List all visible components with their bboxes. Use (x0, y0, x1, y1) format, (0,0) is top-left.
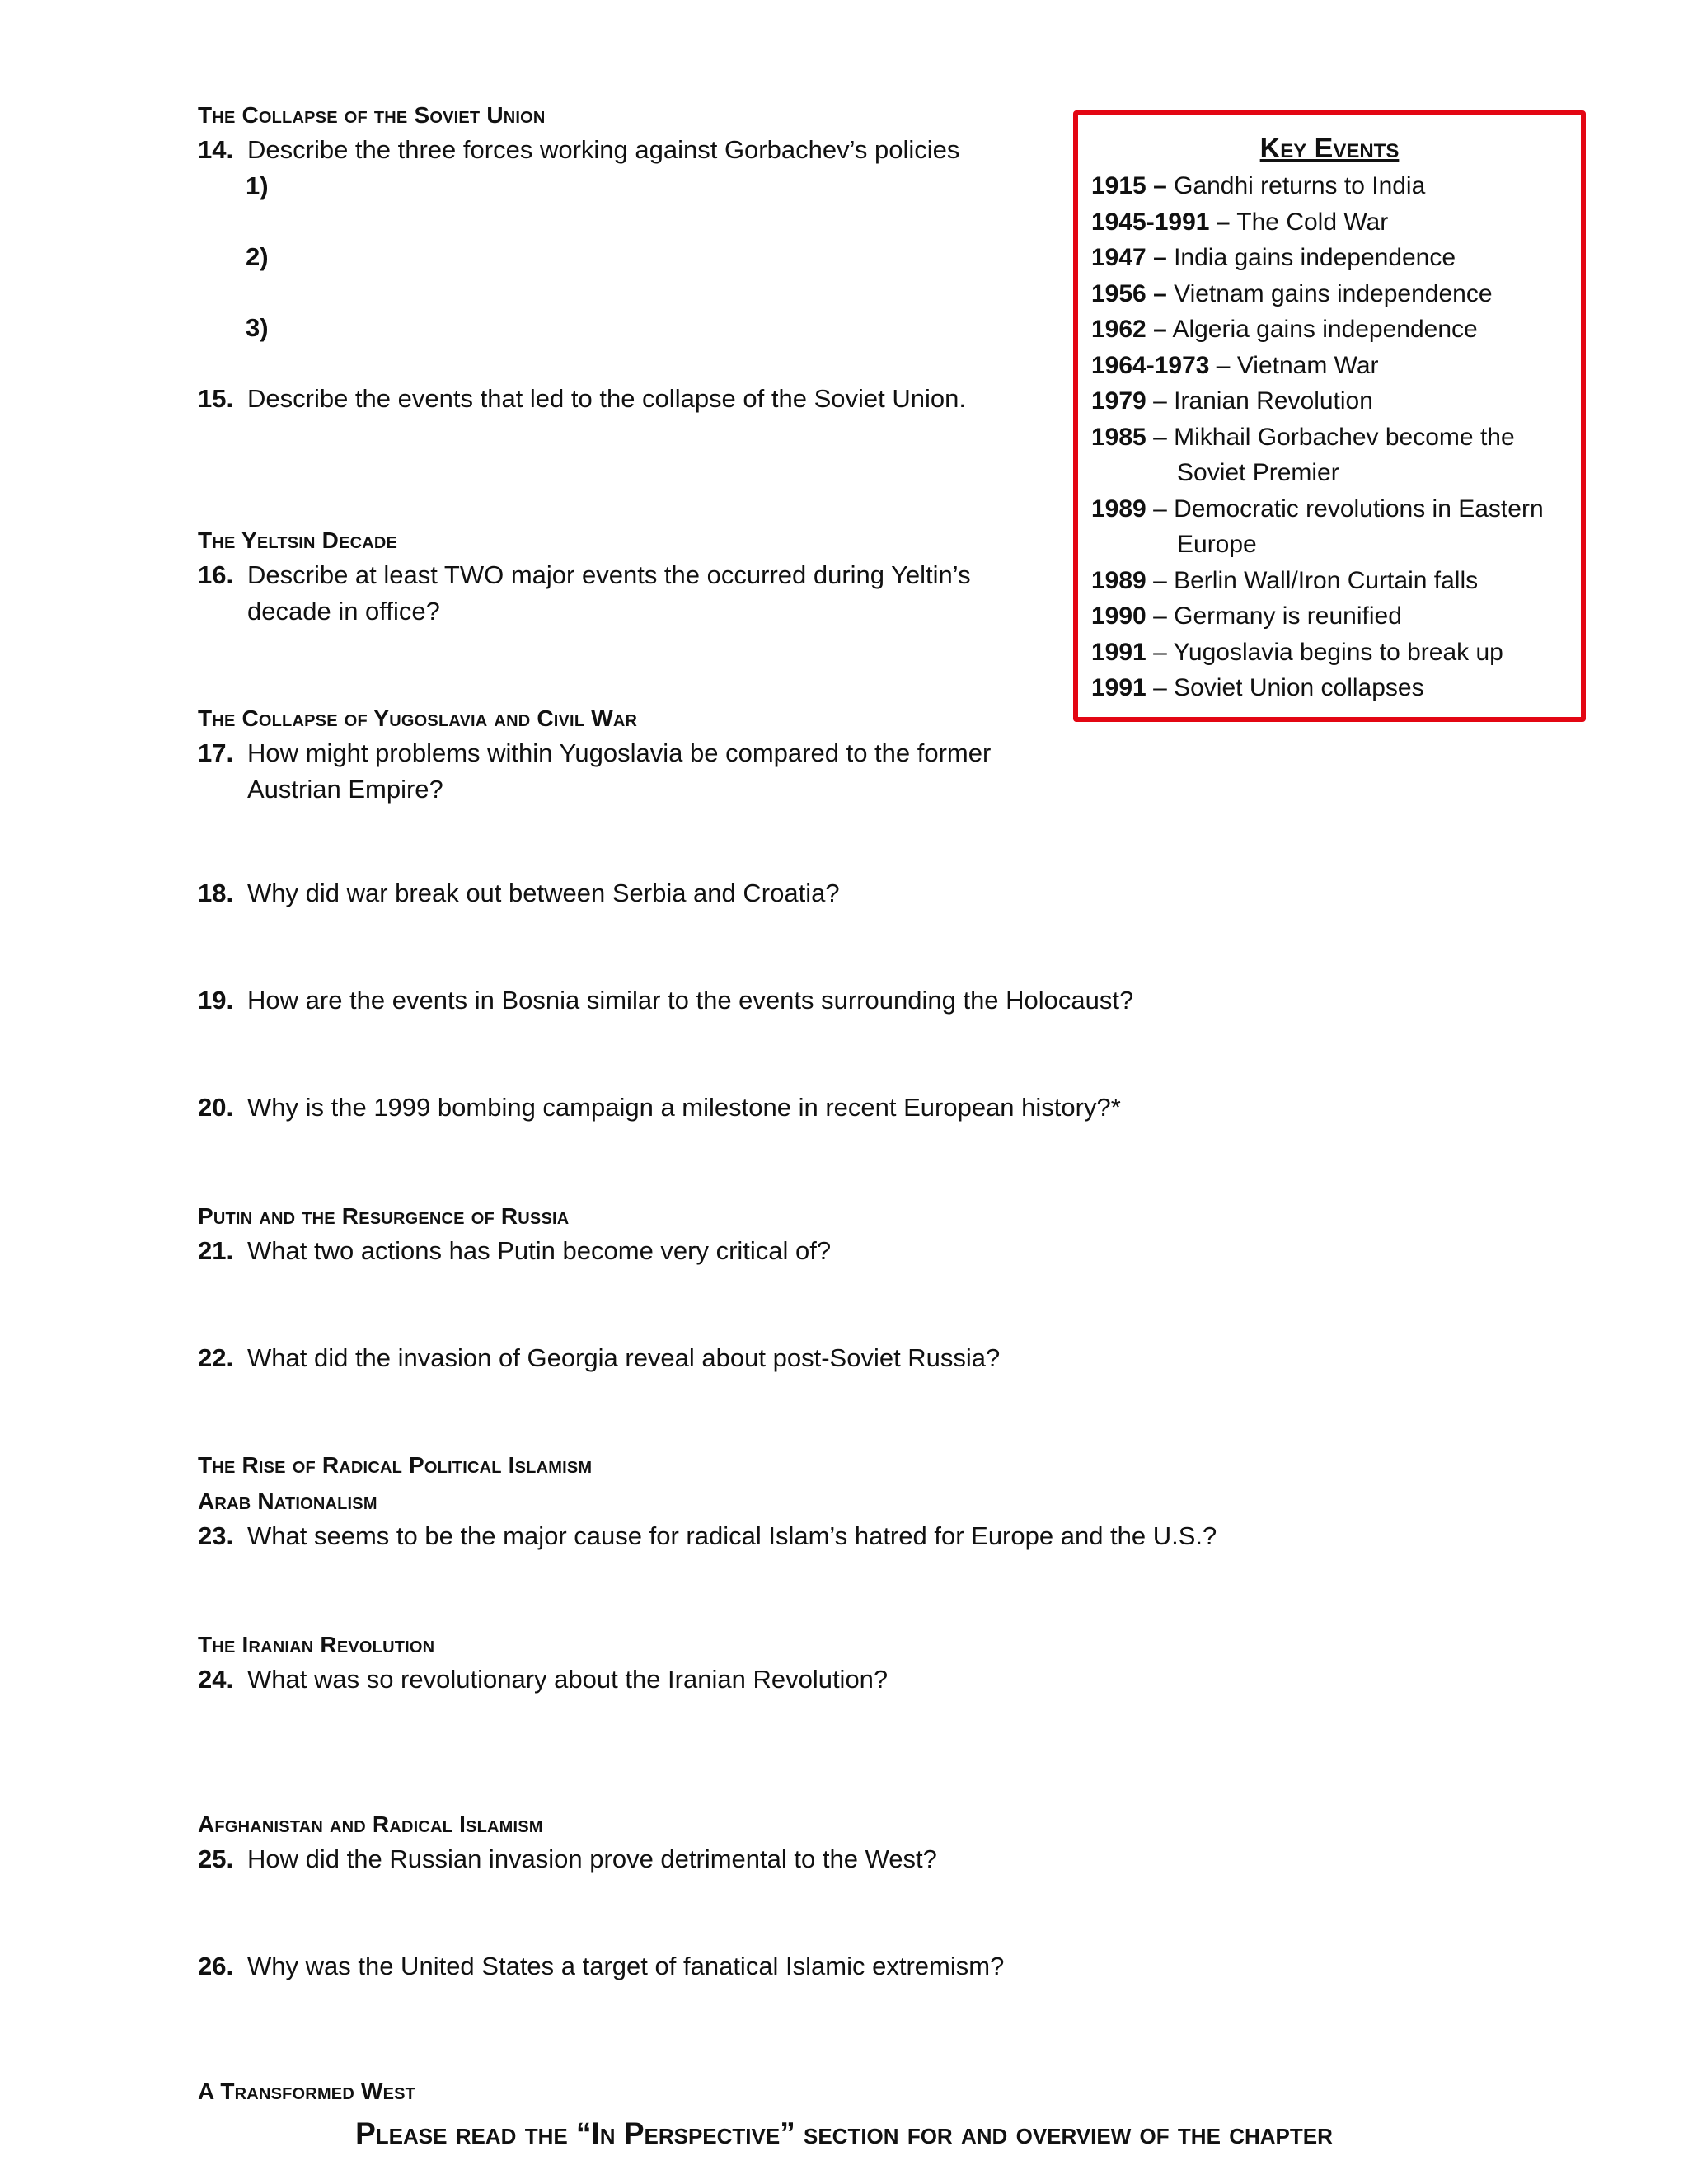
question-number: 23. (198, 1521, 234, 1550)
question-16 (198, 557, 1055, 630)
key-event-item (1091, 204, 1573, 241)
key-event-text: India gains independence (1166, 244, 1456, 271)
question-18 (198, 875, 1352, 912)
question-text: What two actions has Putin become very critical of? (247, 1236, 832, 1265)
key-event-item (1091, 563, 1573, 599)
key-events-list (1091, 168, 1573, 706)
question-19 (198, 982, 1352, 1019)
question-20 (198, 1090, 1352, 1126)
key-event-item (1091, 670, 1573, 706)
answer-label-1: 1) (246, 171, 269, 200)
question-number: 20. (198, 1093, 234, 1122)
key-event-year: 1991 (1091, 638, 1146, 666)
section-heading-radical-islam: The Rise of Radical Political Islamism (198, 1452, 593, 1478)
question-text: Describe the three forces working against Gorbachev’s policies (247, 135, 960, 164)
key-event-text: Algeria gains independence (1166, 316, 1478, 343)
question-14 (198, 132, 1055, 168)
key-event-year: 1989 (1091, 494, 1146, 523)
key-event-item (1091, 348, 1573, 384)
key-event-year: 1985 (1091, 423, 1146, 451)
key-events-box (1073, 110, 1586, 722)
question-22 (198, 1340, 1352, 1376)
key-event-item (1091, 312, 1573, 348)
key-event-text: – Vietnam War (1209, 351, 1379, 379)
question-text: How are the events in Bosnia similar to the events surrounding the Holocaust? (247, 986, 1134, 1015)
question-number: 25. (198, 1844, 234, 1873)
question-text: Why was the United States a target of fanatical Islamic extremism? (247, 1952, 1005, 1980)
question-26 (198, 1948, 1352, 1985)
key-event-item (1091, 598, 1573, 635)
key-event-text: – Yugoslavia begins to break up (1146, 638, 1503, 666)
key-event-item (1091, 383, 1573, 419)
key-event-year: 1989 (1091, 566, 1146, 594)
question-number: 16. (198, 560, 234, 589)
key-event-text: – Mikhail Gorbachev become the Soviet Premier (1146, 423, 1515, 486)
key-event-year: 1956 – (1091, 279, 1167, 307)
key-event-item (1091, 276, 1573, 312)
key-event-year: 1979 (1091, 387, 1146, 415)
question-text: Why is the 1999 bombing campaign a milestone in recent European history?* (247, 1093, 1121, 1122)
question-text: Why did war break out between Serbia and Croatia? (247, 879, 840, 907)
section-heading-collapse-soviet: The Collapse of the Soviet Union (198, 102, 546, 128)
question-24 (198, 1661, 1352, 1698)
answer-label-3: 3) (246, 313, 269, 342)
key-event-year: 1962 – (1091, 316, 1167, 343)
key-event-item (1091, 635, 1573, 671)
question-text: What did the invasion of Georgia reveal about post-Soviet Russia? (247, 1343, 1001, 1372)
question-number: 15. (198, 384, 234, 413)
question-number: 17. (198, 738, 234, 767)
key-event-text: – Berlin Wall/Iron Curtain falls (1146, 566, 1479, 594)
key-event-text: – Germany is reunified (1146, 602, 1402, 630)
question-text: How might problems within Yugoslavia be compared to the former Austrian Empire? (247, 738, 992, 804)
key-event-year: 1915 – (1091, 172, 1167, 199)
key-event-text: – Democratic revolutions in Eastern Europe (1146, 494, 1544, 558)
question-number: 24. (198, 1665, 234, 1694)
question-number: 18. (198, 879, 234, 907)
section-heading-putin: Putin and the Resurgence of Russia (198, 1203, 570, 1229)
question-23 (198, 1518, 1434, 1554)
key-event-year: 1945-1991 – (1091, 208, 1231, 236)
section-heading-yugoslavia: The Collapse of Yugoslavia and Civil War (198, 705, 638, 731)
section-heading-transformed-west: A Transformed West (198, 2079, 416, 2104)
key-event-item (1091, 168, 1573, 204)
section-heading-arab-nationalism: Arab Nationalism (198, 1488, 377, 1514)
question-text: Describe at least TWO major events the occurred during Yeltin’s decade in office? (247, 560, 971, 626)
question-number: 14. (198, 135, 234, 164)
section-heading-afghanistan: Afghanistan and Radical Islamism (198, 1811, 543, 1837)
question-21 (198, 1233, 1352, 1269)
key-event-year: 1947 – (1091, 244, 1167, 271)
footer-reading-note: Please read the “In Perspective” section for and overview of the chapter (355, 2116, 1333, 2150)
question-text: What was so revolutionary about the Iranian Revolution? (247, 1665, 889, 1694)
question-15 (198, 381, 1055, 417)
key-event-year: 1990 (1091, 602, 1146, 630)
section-heading-yeltsin: The Yeltsin Decade (198, 527, 398, 553)
key-event-text: The Cold War (1230, 208, 1389, 236)
key-event-year: 1991 (1091, 674, 1146, 701)
key-event-text: – Iranian Revolution (1146, 387, 1373, 415)
key-event-text: Vietnam gains independence (1166, 279, 1493, 307)
key-event-text: – Soviet Union collapses (1146, 674, 1424, 701)
question-text: What seems to be the major cause for radical Islam’s hatred for Europe and the U.S.? (247, 1521, 1217, 1550)
question-17 (198, 735, 1022, 808)
key-event-text: Gandhi returns to India (1166, 172, 1426, 199)
key-event-item (1091, 419, 1573, 491)
question-number: 21. (198, 1236, 234, 1265)
key-events-title: Key Events (1259, 133, 1400, 164)
question-text: How did the Russian invasion prove detrimental to the West? (247, 1844, 937, 1873)
section-heading-iranian-revolution: The Iranian Revolution (198, 1632, 435, 1657)
question-25 (198, 1841, 1352, 1877)
key-event-item (1091, 240, 1573, 276)
question-number: 26. (198, 1952, 234, 1980)
question-text: Describe the events that led to the collapse of the Soviet Union. (247, 384, 966, 413)
question-number: 22. (198, 1343, 234, 1372)
answer-label-2: 2) (246, 242, 269, 271)
key-event-year: 1964-1973 (1091, 351, 1210, 379)
key-event-item (1091, 491, 1573, 563)
question-number: 19. (198, 986, 234, 1015)
